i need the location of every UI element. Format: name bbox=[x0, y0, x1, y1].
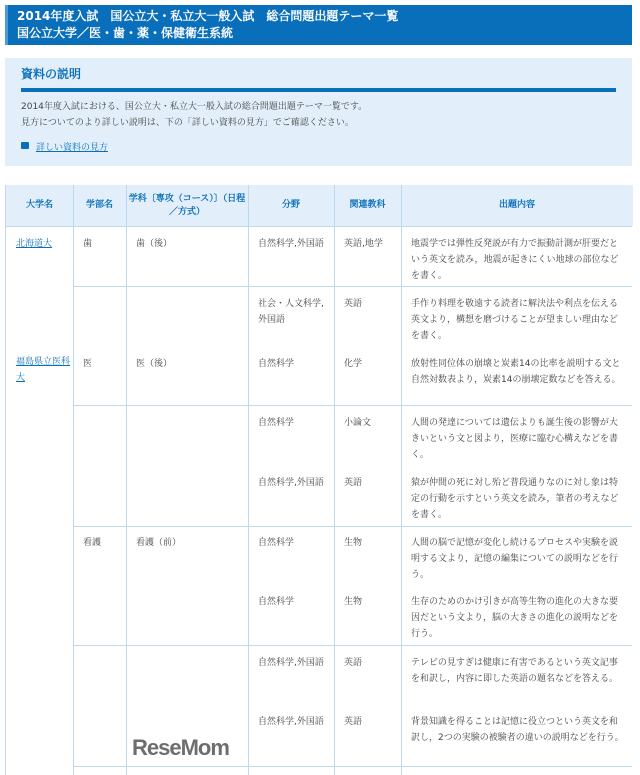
department-name: 看護（前） bbox=[136, 538, 182, 548]
column-divider bbox=[73, 185, 74, 775]
column-header: 学科〔専攻（コース）〕（日程／方式） bbox=[126, 185, 248, 226]
subject-cell: 生物 bbox=[344, 597, 363, 607]
subject-cell: 英語 bbox=[344, 717, 363, 727]
column-divider bbox=[334, 185, 335, 775]
column-divider bbox=[248, 185, 249, 775]
content-cell: 人間の脳で記憶が変化し続けるプロセスや実験を説明する文より，記憶の編集についての説明などを行う。 bbox=[411, 538, 619, 580]
column-header: 関連教科 bbox=[334, 185, 401, 226]
subject-cell: 英語 bbox=[344, 478, 363, 488]
university-link[interactable]: 北海道大 bbox=[16, 239, 53, 249]
field-cell: 自然科学 bbox=[258, 597, 295, 607]
subject-cell: 英語 bbox=[344, 658, 363, 668]
content-cell: 背景知識を得ることは記憶に役立つという英文を和訳し，2つの実験の被験者の違いの説明などを行う。 bbox=[411, 717, 624, 743]
column-header: 出題内容 bbox=[401, 185, 633, 226]
resemom-watermark-logo: ReseMom bbox=[132, 735, 229, 760]
department-name: 医（後） bbox=[136, 359, 173, 369]
content-cell: 生存のためのかけ引きが高等生物の進化の大きな要因だという文より，脳の大きさの進化の説明などを行う。 bbox=[411, 597, 619, 639]
content-cell: 放射性同位体の崩壊と炭素14の比率を説明する文と自然対数表より，炭素14の崩壊定数などを答える。 bbox=[411, 359, 621, 385]
subject-cell: 生物 bbox=[344, 538, 363, 548]
content-cell: 人間の発達については遺伝よりも誕生後の影響が大きいという文と図より，医療に臨む心構えなどを書く。 bbox=[411, 418, 619, 460]
subject-cell: 英語,地学 bbox=[344, 239, 383, 249]
info-box bbox=[5, 58, 632, 166]
row-divider bbox=[73, 405, 632, 406]
field-cell: 自然科学 bbox=[258, 359, 295, 369]
page-header bbox=[5, 5, 632, 45]
content-cell: 地震学では弾性反発説が有力で振動計測が肝要だという英文を読み，地震が起きにくい地球の部位などを書く。 bbox=[411, 239, 619, 281]
field-cell: 自然科学 bbox=[258, 418, 295, 428]
faculty-name: 看護 bbox=[83, 538, 102, 548]
row-divider bbox=[6, 226, 632, 227]
header-title-line2: 国公立大学／医・歯・薬・保健衛生系統 bbox=[17, 26, 234, 40]
department-name: 歯（後） bbox=[136, 239, 173, 249]
info-title: 資料の説明 bbox=[21, 67, 82, 81]
column-divider bbox=[126, 185, 127, 775]
content-cell: 手作り料理を敬遠する読者に解決法や利点を伝える英文より，構想を磨づけることが望ましい理由などを書く。 bbox=[411, 299, 619, 341]
row-divider bbox=[73, 526, 632, 527]
university-link[interactable]: 福島県立医科大 bbox=[16, 357, 71, 383]
field-cell: 自然科学,外国語 bbox=[258, 717, 324, 727]
detail-guide-link[interactable]: 詳しい資料の見方 bbox=[36, 143, 109, 153]
faculty-name: 歯 bbox=[83, 239, 93, 249]
field-cell: 自然科学,外国語 bbox=[258, 478, 324, 488]
content-cell: 猿が仲間の死に対し殆ど普段通りなのに対し象は特定の行動を示すという英文を読み，筆者の考えなどを書く。 bbox=[411, 478, 619, 520]
subject-cell: 小論文 bbox=[344, 418, 372, 428]
field-cell: 自然科学,外国語 bbox=[258, 239, 324, 249]
comment-icon bbox=[21, 142, 29, 149]
theme-table bbox=[5, 185, 632, 775]
info-text-2: 見方についてのより詳しい説明は、下の「詳しい資料の見方」でご確認ください。 bbox=[21, 118, 354, 128]
info-text-1: 2014年度入試における、国公立大・私立大一般入試の総合問題出題テーマ一覧です。 bbox=[21, 102, 368, 112]
column-header: 大学名 bbox=[6, 185, 73, 226]
column-header: 学部名 bbox=[73, 185, 126, 226]
field-cell: 社会・人文科学,外国語 bbox=[258, 299, 324, 325]
field-cell: 自然科学,外国語 bbox=[258, 658, 324, 668]
field-cell: 自然科学 bbox=[258, 538, 295, 548]
column-header: 分野 bbox=[248, 185, 334, 226]
row-divider bbox=[73, 286, 632, 287]
row-divider bbox=[73, 766, 632, 767]
header-title-line1: 2014年度入試 国公立大・私立大一般入試 総合問題出題テーマ一覧 bbox=[17, 9, 399, 23]
info-divider bbox=[21, 88, 616, 92]
subject-cell: 化学 bbox=[344, 359, 363, 369]
subject-cell: 英語 bbox=[344, 299, 363, 309]
content-cell: テレビの見すぎは健康に有害であるという英文記事を和訳し，内容に即した英語の題名などを答える。 bbox=[411, 658, 619, 684]
faculty-name: 医 bbox=[83, 359, 93, 369]
row-divider bbox=[73, 645, 632, 646]
